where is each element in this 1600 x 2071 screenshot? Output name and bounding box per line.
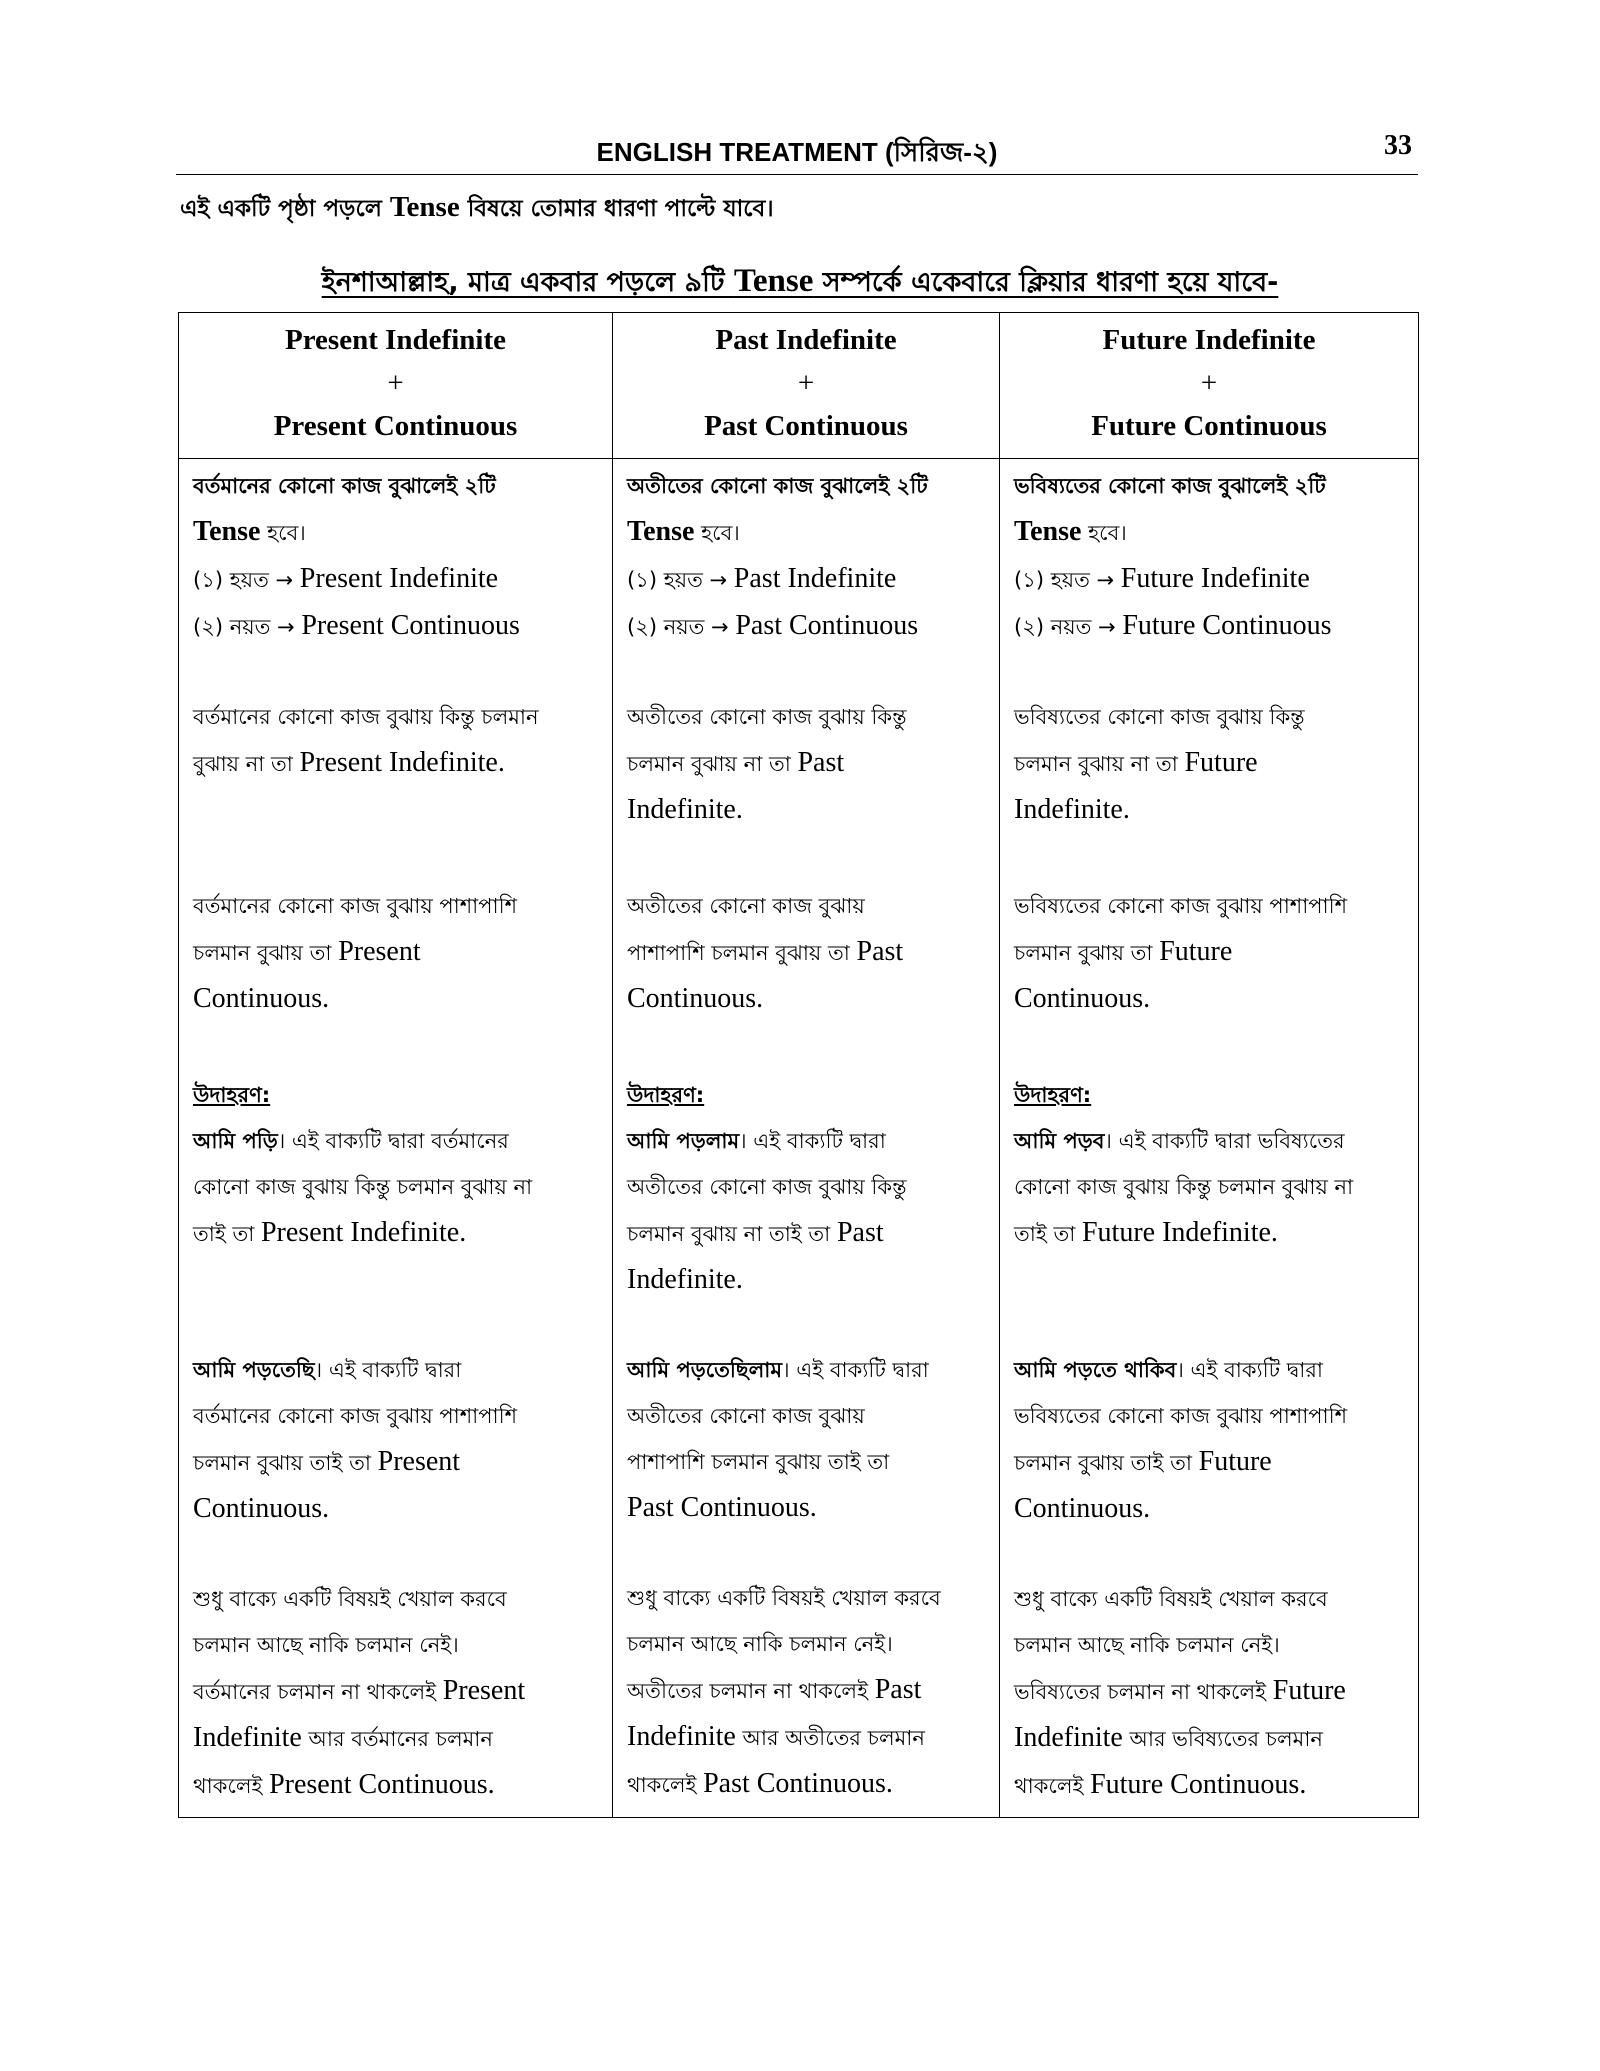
note-tense: Future [1272, 1675, 1346, 1706]
column-title-top: Present Indefinite [285, 324, 506, 356]
rule-one-text-2: চলমান বুঝায় না তা [1014, 752, 1185, 776]
rule-two-block [193, 883, 604, 1022]
rule-one-tense: Present Indefinite. [299, 747, 505, 778]
intro-text: অতীতের কোনো কাজ বুঝালেই ২টি [627, 474, 928, 498]
note-text-5: থাকলেই [1014, 1774, 1091, 1798]
rule-two-tense: Future [1159, 936, 1233, 967]
rule-one-tense-2: Indefinite. [1014, 794, 1130, 825]
note-text-5: থাকলেই [193, 1774, 270, 1798]
rule-one-text: অতীতের কোনো কাজ বুঝায় কিন্তু [627, 705, 907, 729]
page-number: 33 [1384, 130, 1412, 161]
heading-suffix: সম্পর্কে একেবারে ক্লিয়ার ধারণা হয়ে যাবে- [813, 267, 1279, 298]
example-one-text-3: তাই তা [193, 1222, 261, 1246]
column-title-top: Future Indefinite [1102, 324, 1316, 356]
example-block [193, 1072, 604, 1257]
example-block [627, 1072, 991, 1303]
note-tense-2: Indefinite [627, 1721, 736, 1752]
heading-prefix: ইনশাআল্লাহ, মাত্র একবার পড়লে ৯টি [321, 267, 734, 298]
example-two-text: । এই বাক্যটি দ্বারা [1176, 1358, 1323, 1382]
rule-two-text: বর্তমানের কোনো কাজ বুঝায় পাশাপাশি [193, 894, 518, 918]
table-header-row [179, 313, 1419, 459]
rule-two-block [627, 883, 991, 1022]
example-two-block [627, 1347, 991, 1531]
rule-two-text-2: চলমান বুঝায় তা [1014, 941, 1160, 965]
note-text: শুধু বাক্যে একটি বিষয়ই খেয়াল করবে [193, 1587, 507, 1611]
example-two-tense: Future [1198, 1446, 1272, 1477]
rule-one-text-2: চলমান বুঝায় না তা [627, 752, 798, 776]
column-header-future [1000, 313, 1419, 459]
note-text-2: চলমান আছে নাকি চলমান নেই। [627, 1632, 893, 1656]
rule-two-tense: Past [856, 936, 904, 967]
note-text: শুধু বাক্যে একটি বিষয়ই খেয়াল করবে [1014, 1587, 1328, 1611]
example-one-sentence: আমি পড়ি [193, 1129, 278, 1153]
example-block [1014, 1072, 1410, 1257]
rule-two-text: অতীতের কোনো কাজ বুঝায় [627, 894, 865, 918]
note-tense-3: Present Continuous. [269, 1769, 495, 1800]
rule-two-text-2: পাশাপাশি চলমান বুঝায় তা [627, 941, 857, 965]
example-two-block [1014, 1347, 1410, 1532]
tense-word: Tense [627, 516, 695, 547]
example-label: উদাহরণ: [627, 1083, 705, 1107]
option-two-value: Present Continuous [301, 610, 520, 641]
example-two-text-3: পাশাপাশি চলমান বুঝায় তাই তা [627, 1450, 890, 1474]
example-one-tense: Present Indefinite. [260, 1217, 467, 1248]
note-tense-3: Past Continuous. [703, 1768, 893, 1799]
rule-two-text-2: চলমান বুঝায় তা [193, 941, 339, 965]
plus-sign: + [1200, 367, 1218, 399]
note-text-4: আর অতীতের চলমান [735, 1726, 925, 1750]
option-one-label: (১) হয়ত → [627, 568, 734, 592]
example-one-tense: Past [836, 1217, 884, 1248]
example-one-tense: Future Indefinite. [1081, 1217, 1278, 1248]
note-text: শুধু বাক্যে একটি বিষয়ই খেয়াল করবে [627, 1586, 941, 1610]
note-text-3: অতীতের চলমান না থাকলেই [627, 1679, 875, 1703]
rule-one-block [193, 694, 604, 787]
intro-block [627, 463, 991, 650]
column-header-present [179, 313, 613, 459]
option-two-label: (২) নয়ত → [193, 615, 302, 639]
example-one-text-3: তাই তা [1014, 1222, 1082, 1246]
option-two-label: (২) নয়ত → [627, 615, 736, 639]
example-two-tense-2: Continuous. [1014, 1493, 1151, 1524]
page-header [176, 130, 1418, 175]
column-title-bottom: Future Continuous [1091, 410, 1327, 442]
example-two-text-2: অতীতের কোনো কাজ বুঝায় [627, 1404, 865, 1428]
example-two-text-3: চলমান বুঝায় তাই তা [193, 1451, 378, 1475]
example-two-text-2: ভবিষ্যতের কোনো কাজ বুঝায় পাশাপাশি [1014, 1404, 1348, 1428]
note-tense-3: Future Continuous. [1090, 1769, 1307, 1800]
example-two-text: । এই বাক্যটি দ্বারা [314, 1358, 462, 1382]
note-tense: Present [442, 1675, 526, 1706]
example-one-text-3: চলমান বুঝায় না তাই তা [627, 1222, 837, 1246]
rule-two-tense-2: Continuous. [193, 983, 330, 1014]
note-text-2: চলমান আছে নাকি চলমান নেই। [1014, 1633, 1280, 1657]
example-label: উদাহরণ: [193, 1083, 271, 1107]
rule-one-tense: Past [797, 747, 845, 778]
example-one-text-2: কোনো কাজ বুঝায় কিন্তু চলমান বুঝায় না [1014, 1175, 1354, 1199]
option-one-value: Past Indefinite [733, 563, 897, 594]
example-one-text-2: কোনো কাজ বুঝায় কিন্তু চলমান বুঝায় না [193, 1175, 533, 1199]
rule-two-tense-2: Continuous. [1014, 983, 1151, 1014]
note-block [627, 1575, 991, 1808]
note-text-3: বর্তমানের চলমান না থাকলেই [193, 1680, 443, 1704]
note-tense-2: Indefinite [193, 1722, 302, 1753]
intro-text: ভবিষ্যতের কোনো কাজ বুঝালেই ২টি [1014, 474, 1326, 498]
option-one-value: Present Indefinite [299, 563, 499, 594]
rule-two-tense: Present [338, 936, 421, 967]
plus-sign: + [387, 367, 404, 399]
example-two-sentence: আমি পড়তেছিলাম [627, 1358, 783, 1382]
intro-suffix: বিষয়ে তোমার ধারণা পাল্টে যাবে। [459, 196, 774, 222]
example-one-sentence: আমি পড়লাম [627, 1129, 740, 1153]
intro-line [180, 190, 774, 229]
example-one-tense-2: Indefinite. [627, 1264, 743, 1295]
option-one-label: (১) হয়ত → [1014, 568, 1121, 592]
example-two-tense: Past Continuous. [627, 1492, 817, 1523]
rule-two-block [1014, 883, 1410, 1022]
example-two-sentence: আমি পড়তেছি [193, 1358, 315, 1382]
column-title-bottom: Past Continuous [704, 410, 908, 442]
tense-word: Tense [193, 516, 261, 547]
example-one-text: । এই বাক্যটি দ্বারা ভবিষ্যতের [1104, 1129, 1345, 1153]
plus-sign: + [797, 367, 815, 399]
note-tense-2: Indefinite [1014, 1722, 1123, 1753]
note-text-4: আর বর্তমানের চলমান [301, 1727, 493, 1751]
rule-two-text: ভবিষ্যতের কোনো কাজ বুঝায় পাশাপাশি [1014, 894, 1348, 918]
intro-text-tail: হবে। [260, 521, 306, 545]
option-two-label: (২) নয়ত → [1014, 615, 1123, 639]
example-two-text-3: চলমান বুঝায় তাই তা [1014, 1451, 1199, 1475]
intro-text-tail: হবে। [1081, 521, 1127, 545]
example-two-text-2: বর্তমানের কোনো কাজ বুঝায় পাশাপাশি [193, 1404, 518, 1428]
example-two-block [193, 1347, 604, 1532]
rule-one-tense: Future [1184, 747, 1258, 778]
note-text-5: থাকলেই [627, 1773, 704, 1797]
section-heading [0, 262, 1600, 307]
rule-one-text: ভবিষ্যতের কোনো কাজ বুঝায় কিন্তু [1014, 705, 1305, 729]
example-two-tense: Present [377, 1446, 461, 1477]
example-two-text: । এই বাক্যটি দ্বারা [782, 1358, 929, 1382]
header-title: ENGLISH TREATMENT (সিরিজ-২) [596, 137, 998, 167]
column-title-bottom: Present Continuous [273, 410, 518, 442]
rule-one-text: বর্তমানের কোনো কাজ বুঝায় কিন্তু চলমান [193, 705, 539, 729]
intro-block [1014, 463, 1410, 650]
rule-one-text-2: বুঝায় না তা [193, 752, 300, 776]
rule-one-block [627, 694, 991, 833]
note-text-3: ভবিষ্যতের চলমান না থাকলেই [1014, 1680, 1273, 1704]
intro-block [193, 463, 604, 650]
example-two-tense-2: Continuous. [193, 1493, 330, 1524]
example-one-text-2: অতীতের কোনো কাজ বুঝায় কিন্তু [627, 1175, 907, 1199]
rule-one-block [1014, 694, 1410, 833]
column-body-future [1000, 459, 1419, 1818]
option-two-value: Past Continuous [735, 610, 919, 641]
note-text-4: আর ভবিষ্যতের চলমান [1122, 1727, 1323, 1751]
intro-bold: Tense [389, 191, 460, 223]
intro-prefix: এই একটি পৃষ্ঠা পড়লে [180, 196, 390, 222]
example-one-sentence: আমি পড়ব [1014, 1129, 1105, 1153]
example-one-text: । এই বাক্যটি দ্বারা বর্তমানের [277, 1129, 509, 1153]
heading-bold: Tense [733, 263, 814, 299]
column-body-present [179, 459, 613, 1818]
option-one-value: Future Indefinite [1120, 563, 1310, 594]
example-label: উদাহরণ: [1014, 1083, 1092, 1107]
option-one-label: (১) হয়ত → [193, 568, 300, 592]
option-two-value: Future Continuous [1122, 610, 1332, 641]
intro-text-tail: হবে। [694, 521, 740, 545]
note-tense: Past [874, 1674, 922, 1705]
tense-word: Tense [1014, 516, 1082, 547]
rule-two-tense-2: Continuous. [627, 983, 764, 1014]
note-block [193, 1576, 604, 1809]
column-title-top: Past Indefinite [715, 324, 897, 356]
example-two-sentence: আমি পড়তে থাকিব [1014, 1358, 1177, 1382]
intro-text: বর্তমানের কোনো কাজ বুঝালেই ২টি [193, 474, 496, 498]
table-body-row [179, 459, 1419, 1818]
column-body-past [613, 459, 1000, 1818]
rule-one-tense-2: Indefinite. [627, 794, 743, 825]
tense-table [178, 312, 1419, 1818]
example-one-text: । এই বাক্যটি দ্বারা [739, 1129, 886, 1153]
note-text-2: চলমান আছে নাকি চলমান নেই। [193, 1633, 459, 1657]
note-block [1014, 1576, 1410, 1809]
column-header-past [613, 313, 1000, 459]
